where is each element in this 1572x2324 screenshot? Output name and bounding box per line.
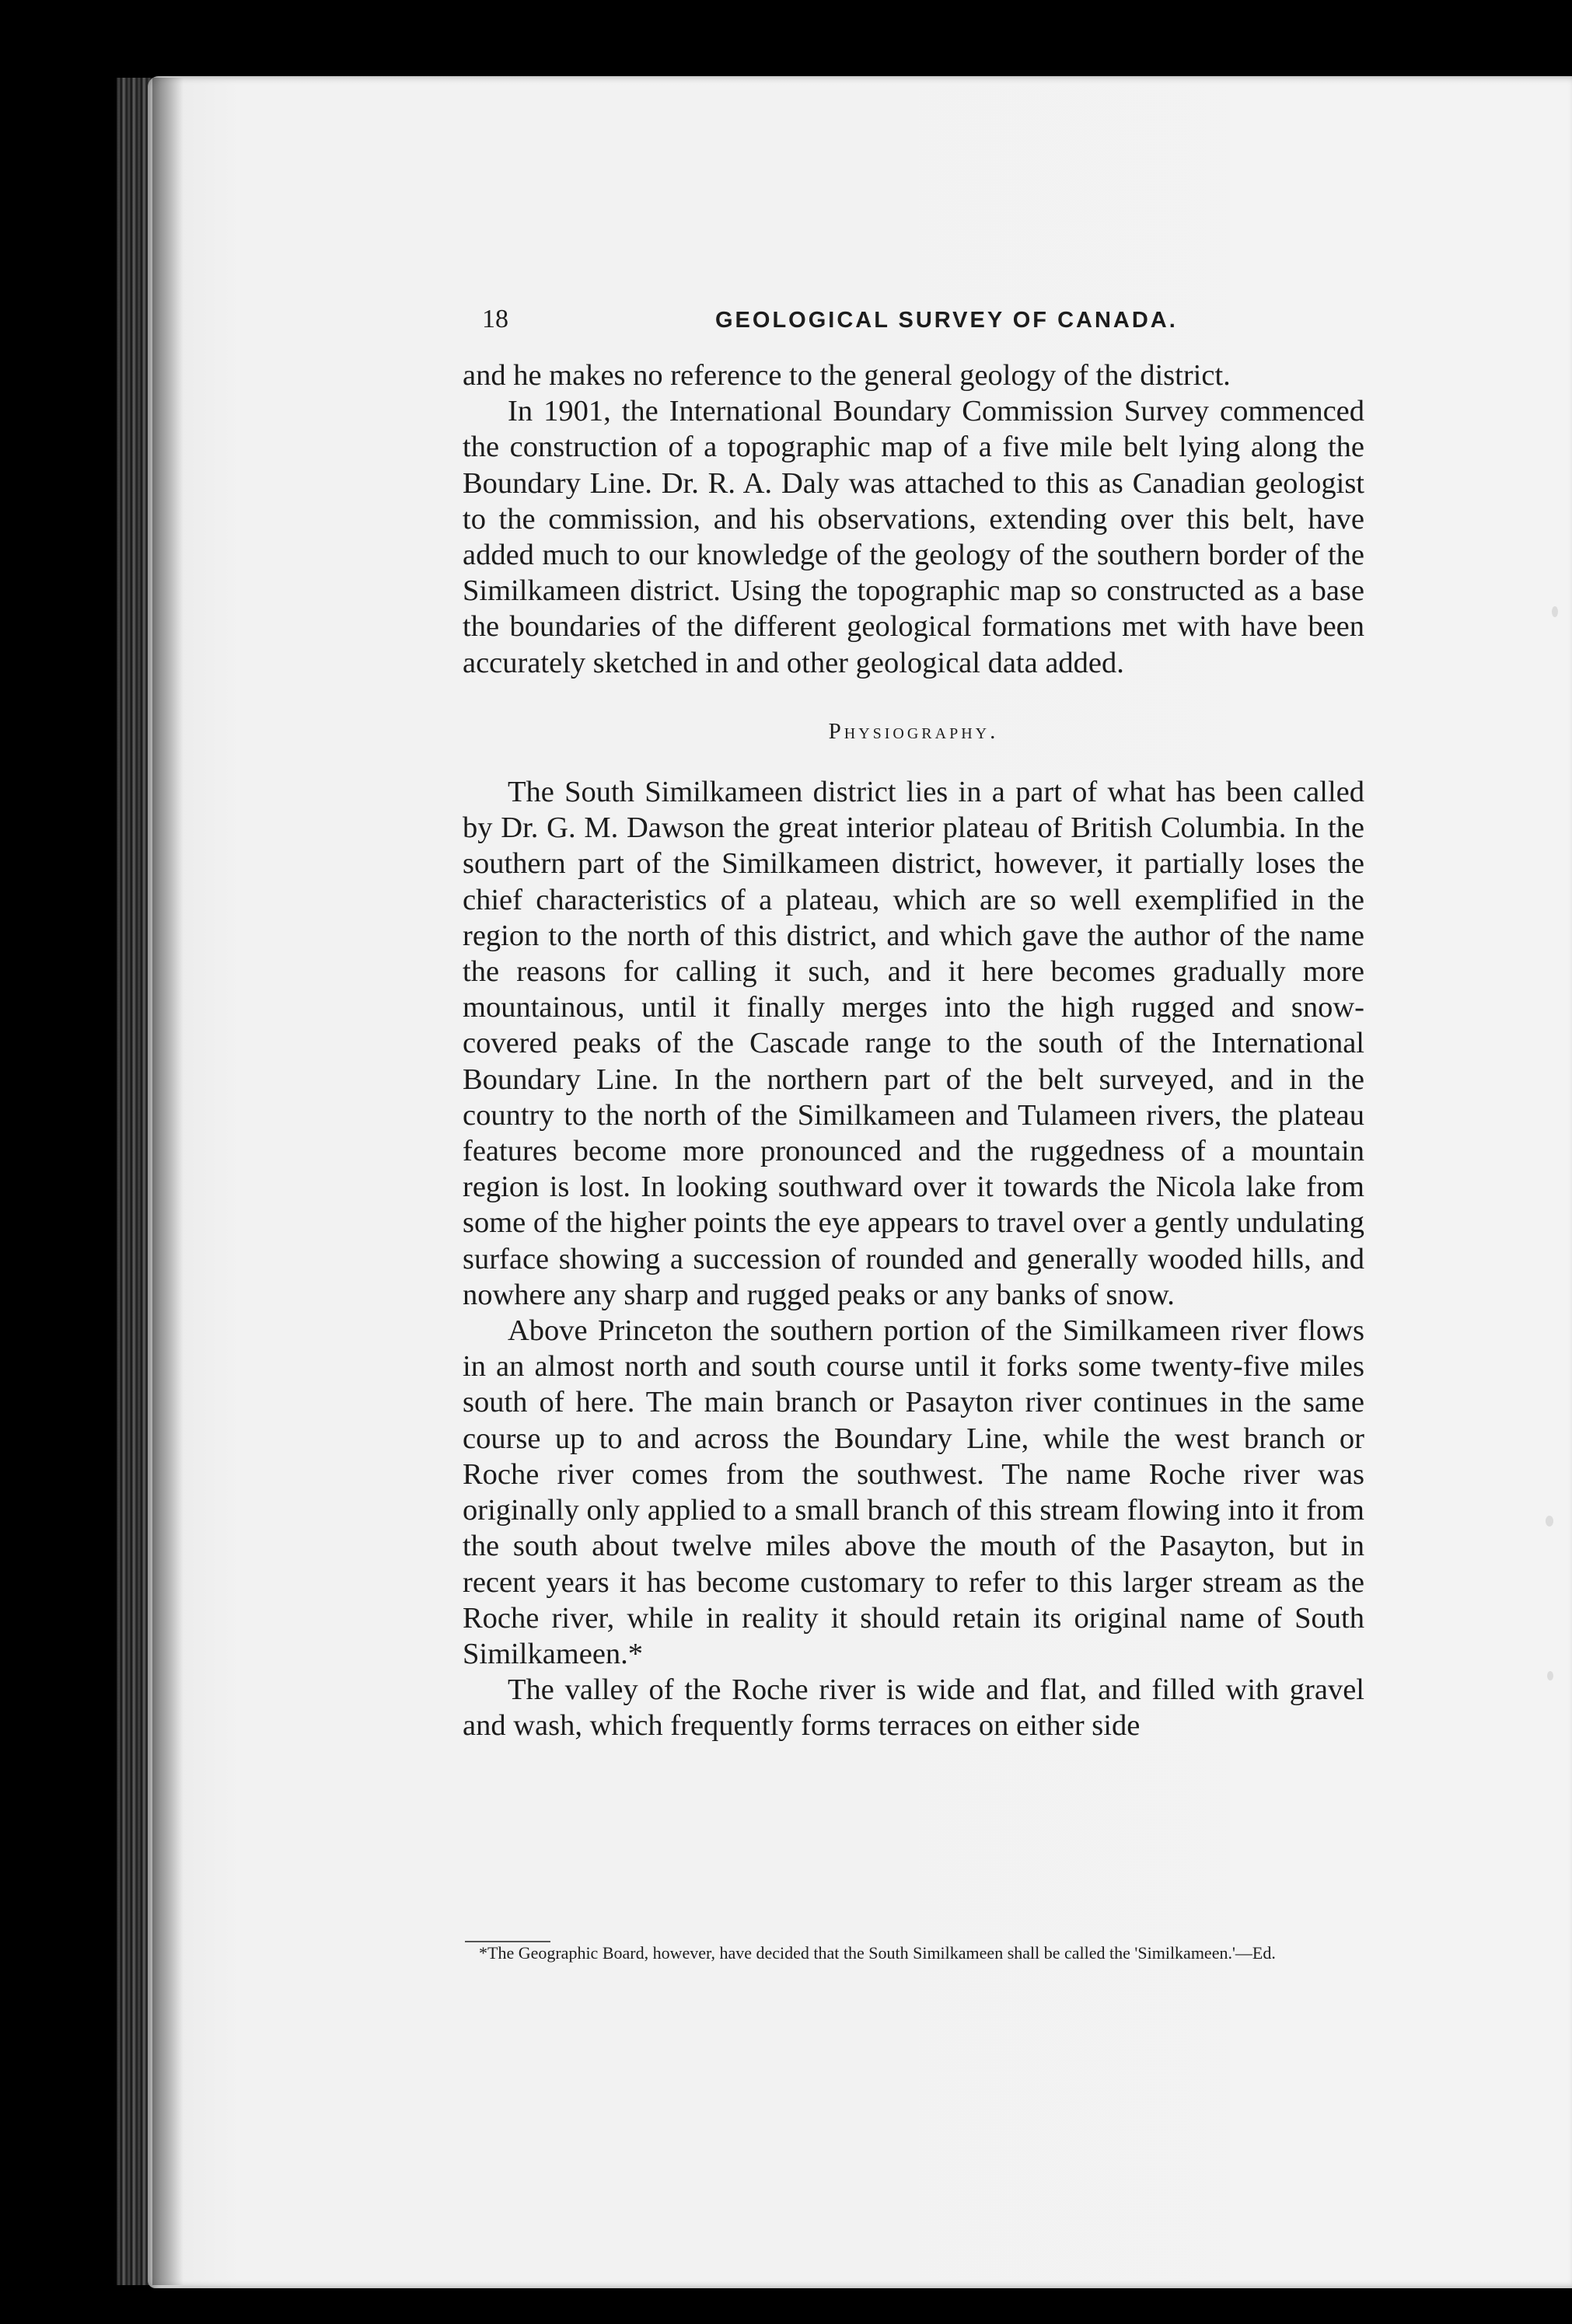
paragraph: In 1901, the International Boundary Commission Survey commenced the construction of a topographic map of a five mile belt lying along the Boundary Line. Dr. R. A. Daly was attached to this as Canadian geologist to the commission, and his observations, extending over this belt, have added much to our knowledge of the geology of the southern border of the Similkameen district. Using the topographic map so constructed as a base the boundaries of the different geological formations met with have been accurately sketched in and other geological data added. [463, 395, 1364, 679]
scan-speck [1552, 606, 1558, 617]
page-header [482, 305, 1361, 344]
body-text [463, 358, 1364, 1744]
scan-speck [1546, 1516, 1553, 1527]
footnote: *The Geographic Board, however, have decided that the South Similkameen shall be called the 'Similkameen.'—Ed. [479, 1943, 1276, 1963]
spine-shadow [152, 78, 183, 2285]
scan-speck [1547, 1671, 1553, 1680]
section-heading: Physiography. [828, 718, 999, 744]
running-head: GEOLOGICAL SURVEY OF CANADA. [715, 308, 1178, 333]
paragraph: The valley of the Roche river is wide and flat, and filled with gravel and wash, which frequently forms terraces on either side [463, 1673, 1364, 1743]
paragraph: Above Princeton the southern portion of the Similkameen river flows in an almost north and south course until it forks some twenty-five miles south of here. The main branch or Pasayton river continues in the same course up to and across the Boundary Line, while the west branch or Roche river comes from the southwest. The name Roche river was originally only applied to a small branch of this stream flowing into it from the south about twelve miles above the mouth of the Pasayton, but in recent years it has become customary to refer to this larger stream as the Roche river, while in reality it should retain its original name of South Similkameen.* [463, 1314, 1364, 1670]
footnote-rule [465, 1941, 550, 1942]
paragraph: The South Similkameen district lies in a part of what has been called by Dr. G. M. Dawson the great interior plateau of British Columbia. In the southern part of the Similkameen district, however, it partially loses the chief characteristics of a plateau, which are so well exemplified in the region to the north of this district, and which gave the author of the name the reasons for calling it such, and it here becomes gradually more mountainous, until it finally merges into the high rugged and snow-covered peaks of the Cascade range to the south of the International Boundary Line. In the northern part of the belt surveyed, and in the country to the north of the Similkameen and Tulameen rivers, the plateau features become more pronounced and the ruggedness of a mountain region is lost. In looking southward over it towards the Nicola lake from some of the higher points the eye appears to travel over a gently undulating surface showing a succession of rounded and generally wooded hills, and nowhere any sharp and rugged peaks or any banks of snow. [463, 776, 1365, 1311]
paragraph-continuation: and he makes no reference to the general geology of the district. [463, 359, 1231, 392]
page-number: 18 [482, 305, 508, 333]
